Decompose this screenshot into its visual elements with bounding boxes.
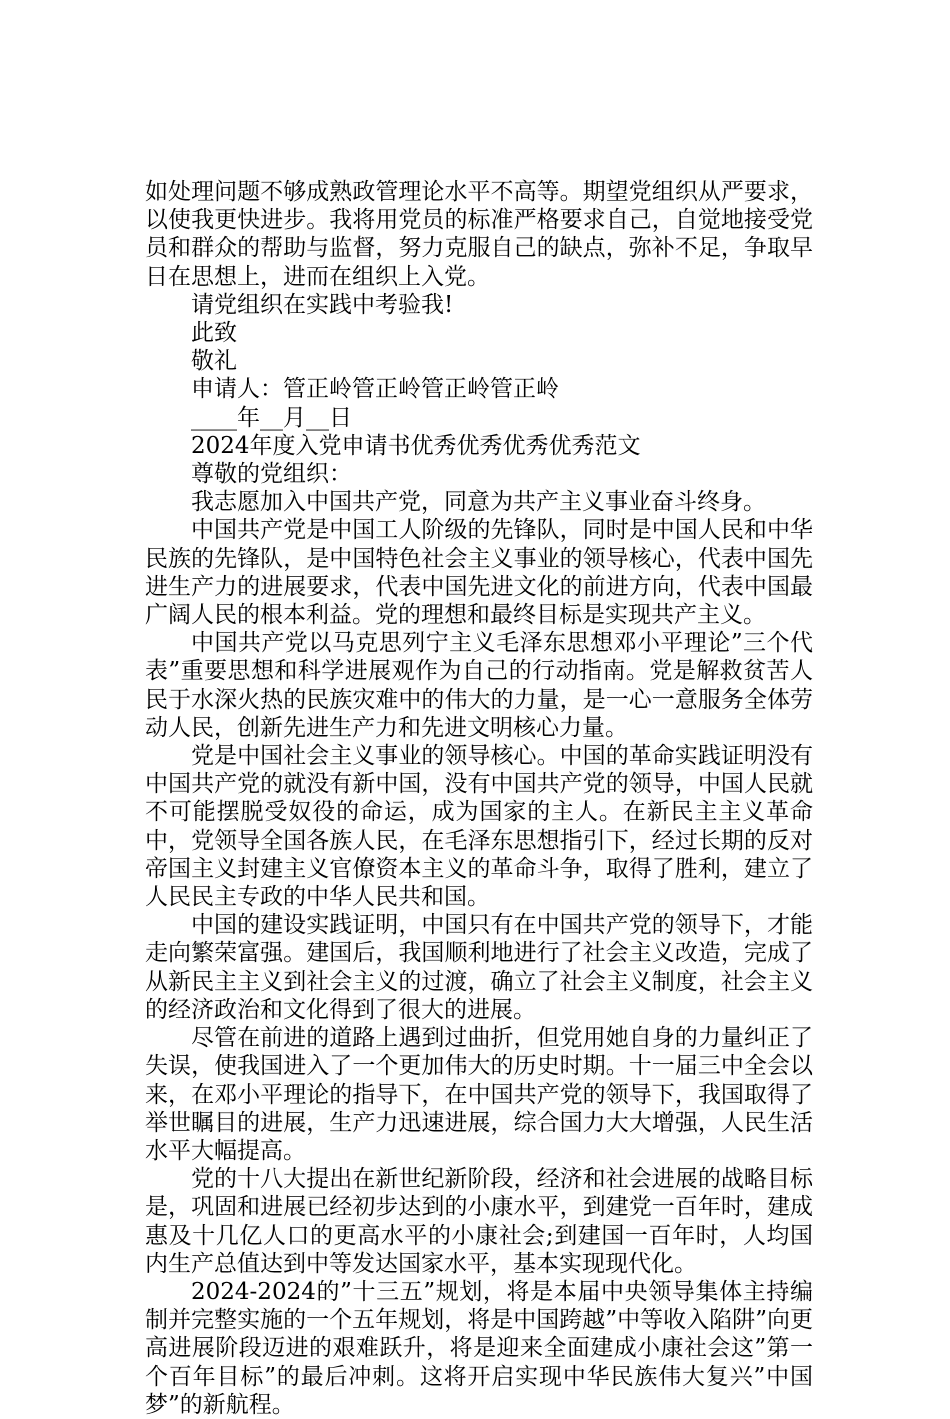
document-body	[145, 178, 813, 1419]
paragraph-applicant: 申请人：管正岭管正岭管正岭管正岭	[191, 376, 559, 403]
paragraph-body: 尽管在前进的道路上遇到过曲折，但党用她自身的力量纠正了失误，使我国进入了一个更加伟大的历史时期。十一届三中全会以来，在邓小平理论的指导下，在中国共产党的领导下，我国取得了举世瞩目的进展，生产力迅速进展，综合国力大大增强，人民生活水平大幅提高。	[145, 1025, 813, 1164]
paragraph-section-title: 2024年度入党申请书优秀优秀优秀优秀范文	[191, 432, 641, 459]
paragraph-salutation-jingli: 敬礼	[191, 348, 237, 375]
paragraph-body: 党的十八大提出在新世纪新阶段，经济和社会进展的战略目标是，巩固和进展已经初步达到的小康水平，到建党一百年时，建成惠及十几亿人口的更高水平的小康社会;到建国一百年时，人均国内生产总值达到中等发达国家水平，基本实现现代化。	[145, 1166, 813, 1277]
paragraph-body: 党是中国社会主义事业的领导核心。中国的革命实践证明没有中国共产党的就没有新中国，没有中国共产党的领导，中国人民就不可能摆脱受奴役的命运，成为国家的主人。在新民主主义革命中，党领导全国各族人民，在毛泽东思想指引下，经过长期的反对帝国主义封建主义官僚资本主义的革命斗争，取得了胜利，建立了人民民主专政的中华人民共和国。	[145, 743, 813, 911]
paragraph-body: 我志愿加入中国共产党，同意为共产主义事业奋斗终身。	[191, 489, 766, 516]
paragraph-body: 中国的建设实践证明，中国只有在中国共产党的领导下，才能走向繁荣富强。建国后，我国顺利地进行了社会主义改造，完成了从新民主主义到社会主义的过渡，确立了社会主义制度，社会主义的经济政治和文化得到了很大的进展。	[145, 912, 813, 1023]
paragraph-salutation-zhizhi: 此致	[191, 320, 237, 347]
paragraph-body: 中国共产党是中国工人阶级的先锋队，同时是中国人民和中华民族的先锋队，是中国特色社会主义事业的领导核心，代表中国先进生产力的进展要求，代表中国先进文化的前进方向，代表中国最广阔人民的根本利益。党的理想和最终目标是实现共产主义。	[145, 517, 813, 629]
paragraph-body: 2024-2024的”十三五”规划，将是本届中央领导集体主持编制并完整实施的一个五年规划，将是中国跨越”中等收入陷阱”向更高进展阶段迈进的艰难跃升，将是迎来全面建成小康社会这”第一个百年目标”的最后冲刺。这将开启实现中华民族伟大复兴”中国梦”的新航程。	[145, 1278, 813, 1418]
paragraph-body: 中国共产党以马克思列宁主义毛泽东思想邓小平理论”三个代表”重要思想和科学进展观作为自己的行动指南。党是解救贫苦人民于水深火热的民族灾难中的伟大的力量，是一心一意服务全体劳动人民，创新先进生产力和先进文明核心力量。	[145, 630, 813, 741]
paragraph-request-test: 请党组织在实践中考验我!	[191, 291, 454, 318]
paragraph-greeting: 尊敬的党组织：	[191, 461, 352, 488]
paragraph-continuation: 如处理问题不够成熟政管理论水平不高等。期望党组织从严要求，以使我更快进步。我将用党员的标准严格要求自己，自觉地接受党员和群众的帮助与监督，努力克服自己的缺点，弥补不足，争取早日在思想上，进而在组织上入党。	[145, 179, 813, 290]
paragraph-date: ____年__月__日	[191, 404, 352, 431]
